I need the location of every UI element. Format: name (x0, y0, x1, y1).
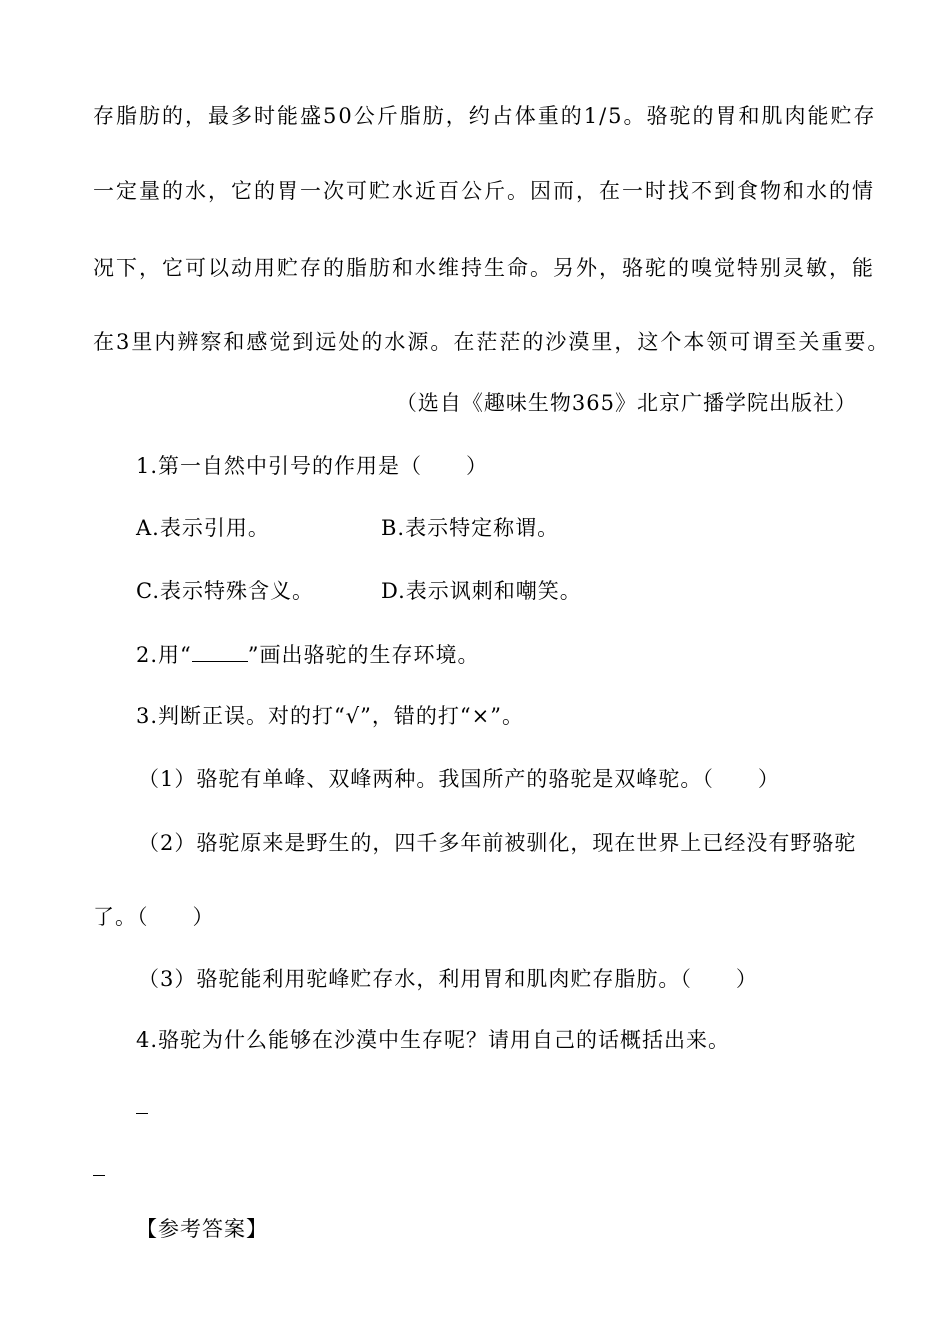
answer-heading: 【参考答案】 (136, 1217, 268, 1241)
question-3-item-3: （3）骆驼能利用驼峰贮存水，利用胃和肌肉贮存脂肪。（ ） (138, 967, 758, 991)
question-3-item-1: （1）骆驼有单峰、双峰两种。我国所产的骆驼是双峰驼。（ ） (138, 767, 780, 791)
option-d: D.表示讽刺和嘲笑。 (381, 579, 582, 603)
option-b: B.表示特定称谓。 (381, 516, 560, 540)
question-1: 1.第一自然中引号的作用是（ ） (136, 454, 489, 478)
answer-line-1 (136, 1113, 148, 1114)
question-2 (136, 639, 480, 670)
question-2-prefix: 2.用“ (136, 643, 192, 667)
underline-blank (192, 639, 248, 662)
question-4: 4.骆驼为什么能够在沙漠中生存呢？请用自己的话概括出来。 (136, 1028, 731, 1052)
passage-line-2: 一定量的水，它的胃一次可贮水近百公斤。因而，在一时找不到食物和水的情 (93, 179, 875, 203)
passage-line-3: 况下，它可以动用贮存的脂肪和水维持生命。另外，骆驼的嗅觉特别灵敏，能 (93, 256, 875, 280)
source-citation: （选自《趣味生物365》北京广播学院出版社） (395, 391, 857, 415)
question-3-item-2-cont: 了。（ ） (93, 905, 215, 929)
question-3-item-2: （2）骆驼原来是野生的，四千多年前被驯化，现在世界上已经没有野骆驼 (138, 831, 857, 855)
passage-line-1: 存脂肪的，最多时能盛50公斤脂肪，约占体重的1/5。骆驼的胃和肌肉能贮存 (93, 104, 877, 128)
option-a: A.表示引用。 (136, 516, 270, 540)
question-2-suffix: ”画出骆驼的生存环境。 (247, 643, 480, 667)
question-3: 3.判断正误。对的打“√”，错的打“×”。 (136, 704, 524, 728)
passage-line-4: 在3里内辨察和感觉到远处的水源。在茫茫的沙漠里，这个本领可谓至关重要。 (93, 330, 891, 354)
answer-line-2 (93, 1175, 105, 1176)
option-c: C.表示特殊含义。 (136, 579, 314, 603)
